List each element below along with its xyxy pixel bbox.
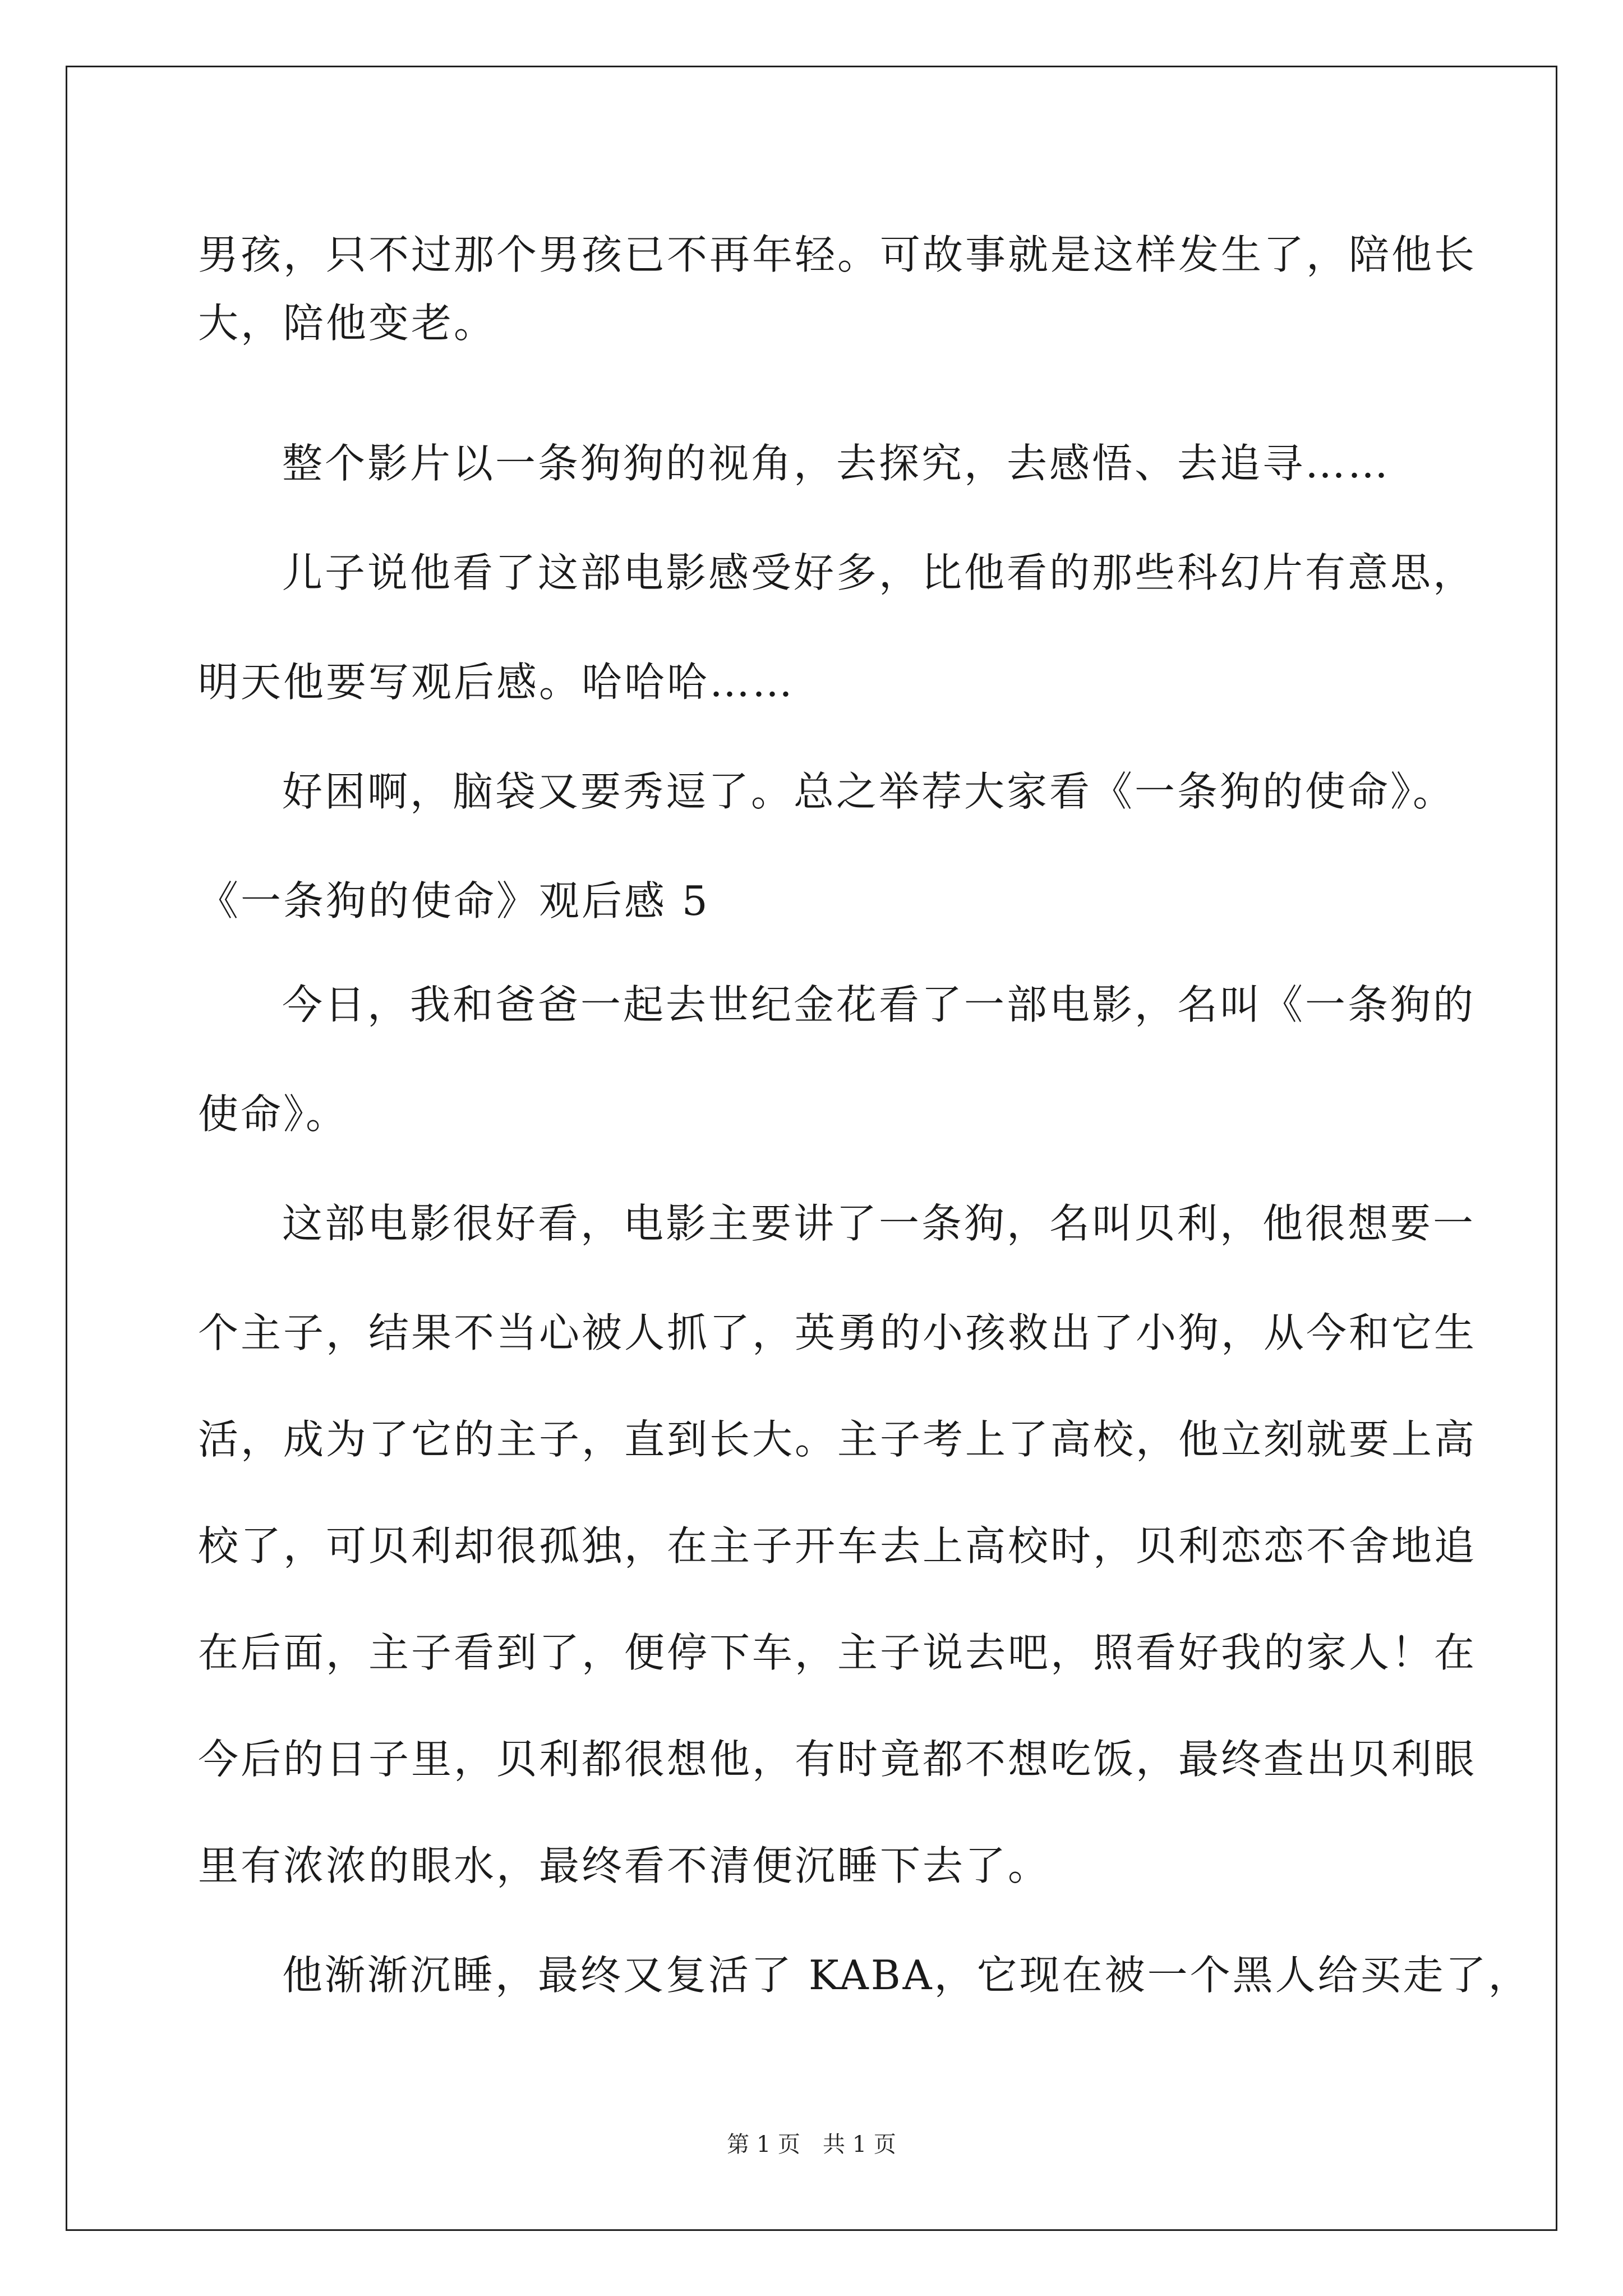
text-line: 活，成为了它的主子，直到长大。主子考上了高校，他立刻就要上高 [198,1416,1477,1463]
section-heading: 《一条狗的使命》观后感 5 [198,877,710,924]
text-line: 里有浓浓的眼水，最终看不清便沉睡下去了。 [198,1842,1051,1889]
text-line: 校了，可贝利却很孤独，在主子开车去上高校时，贝利恋恋不舍地追 [198,1522,1477,1570]
page-footer: 第 1 页 共 1 页 [727,2132,896,2157]
text-line: 明天他要写观后感。哈哈哈…… [198,659,795,706]
paragraph-line: 好困啊，脑袋又要秀逗了。总之举荐大家看《一条狗的使命》。 [282,768,1456,815]
text-line: 在后面，主子看到了，便停下车，主子说去吧，照看好我的家人！在 [198,1629,1477,1676]
page-border [66,66,1557,2231]
text-line: 使命》。 [198,1091,349,1138]
paragraph-line: 儿子说他看了这部电影感受好多，比他看的那些科幻片有意思， [282,549,1476,596]
paragraph-line: 整个影片以一条狗狗的视角，去探究，去感悟、去追寻…… [282,440,1391,487]
text-line: 男孩，只不过那个男孩已不再年轻。可故事就是这样发生了，陪他长 [198,231,1477,278]
paragraph-line: 今日，我和爸爸一起去世纪金花看了一部电影，名叫《一条狗的 [282,981,1476,1028]
text-line: 今后的日子里，贝利都很想他，有时竟都不想吃饭，最终查出贝利眼 [198,1736,1477,1783]
text-line: 大，陪他变老。 [198,300,497,347]
paragraph-line: 这部电影很好看，电影主要讲了一条狗，名叫贝利，他很想要一 [282,1200,1476,1247]
paragraph-line: 他渐渐沉睡，最终又复活了 KABA，它现在被一个黑人给买走了， [282,1952,1531,1999]
text-line: 个主子，结果不当心被人抓了，英勇的小孩救出了小狗，从今和它生 [198,1309,1477,1356]
